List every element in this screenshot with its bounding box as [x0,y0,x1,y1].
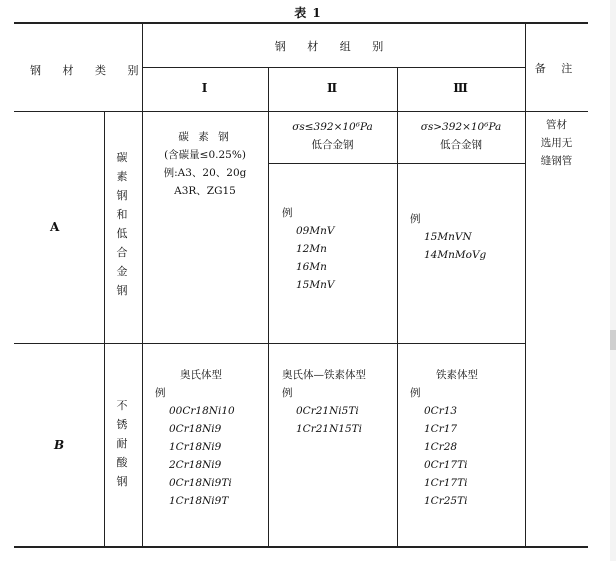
grade-item: 1Cr21N15Ti [296,423,363,435]
col-divider-4 [525,22,526,547]
header-roman-1: Ⅰ [201,81,209,95]
low-alloy-type-2: 低合金钢 [311,139,354,151]
grade-item: 15MnVN [424,231,472,243]
carbon-example-2: A3R、ZG15 [174,185,236,197]
col-divider-sub [104,111,105,547]
header-category: 钢 材 类 别 [30,64,148,77]
row-a-group-3-examples [410,210,486,264]
grade-item: 1Cr18Ni9 [169,441,222,453]
grade-item: 0Cr21Ni5Ti [296,405,359,417]
low-alloy-type-3: 低合金钢 [440,139,482,151]
grade-item: 12Mn [296,243,327,255]
bottom-rule [14,546,588,548]
grade-item: 14MnMoVg [424,249,487,261]
carbon-content-note: (含碳量≤0.25%) [164,149,246,161]
ferritic-type: 铁素体型 [436,369,478,381]
grade-item: 00Cr18Ni10 [169,405,235,417]
grade-item: 2Cr18Ni9 [169,459,222,471]
table-caption: 表 1 [294,6,322,20]
grade-item: 1Cr17 [424,423,458,435]
grade-item: 09MnV [296,225,335,237]
row-divider-rule [14,343,526,344]
row-a-remark: 管材 选用无 缝钢管 [540,119,573,167]
row-b-group-3 [410,366,478,510]
vertical-scrollbar[interactable] [610,0,616,561]
carbon-steel-title: 碳 素 钢 [178,131,232,143]
row-a-group-2-examples [282,204,334,294]
grade-item: 1Cr18Ni9T [169,495,229,507]
example-label: 例 [155,387,166,399]
austenitic-type: 奥氏体型 [180,369,222,381]
grade-item: 0Cr17Ti [424,459,468,471]
header-group: 钢 材 组 别 [274,40,393,53]
header-remark: 备 注 [534,62,579,75]
row-b-group-2 [282,366,366,438]
grade-item: 0Cr18Ni9Ti [169,477,232,489]
row-b-group-1 [155,366,235,510]
row-b-subcategory: 不 锈 耐 酸 钢 [116,399,128,488]
top-rule [14,22,588,24]
grade-item: 0Cr13 [424,405,458,417]
row-b-label: B [54,438,65,452]
row-a-group-3-condition [397,118,525,154]
header-roman-2: Ⅱ [326,81,339,95]
grade-item: 0Cr18Ni9 [169,423,222,435]
grade-item: 1Cr25Ti [424,495,468,507]
grade-item: 16Mn [296,261,327,273]
carbon-example-1: 例:A3、20、20g [163,167,247,179]
row-a-group-1 [142,128,268,200]
grade-item: 1Cr28 [424,441,458,453]
row-a-group-2-condition [268,118,397,154]
row-a-label: A [50,220,60,234]
row-a-subcategory: 碳 素 钢 和 低 合 金 钢 [116,151,128,297]
grade-item: 15MnV [296,279,335,291]
example-label: 例 [282,207,293,219]
col-divider-1 [142,22,143,547]
grade-item: 1Cr17Ti [424,477,468,489]
yield-condition-2: σs≤392×10⁶Pa [292,121,373,133]
duplex-type: 奥氏体—铁素体型 [282,369,366,381]
group-header-rule [142,67,525,68]
header-bottom-rule [14,111,588,112]
example-label: 例 [282,387,293,399]
yield-condition-3: σs>392×10⁶Pa [420,121,502,133]
example-label: 例 [410,213,421,225]
header-roman-3: Ⅲ [453,81,469,95]
scrollbar-thumb[interactable] [610,330,616,350]
example-label: 例 [410,387,421,399]
